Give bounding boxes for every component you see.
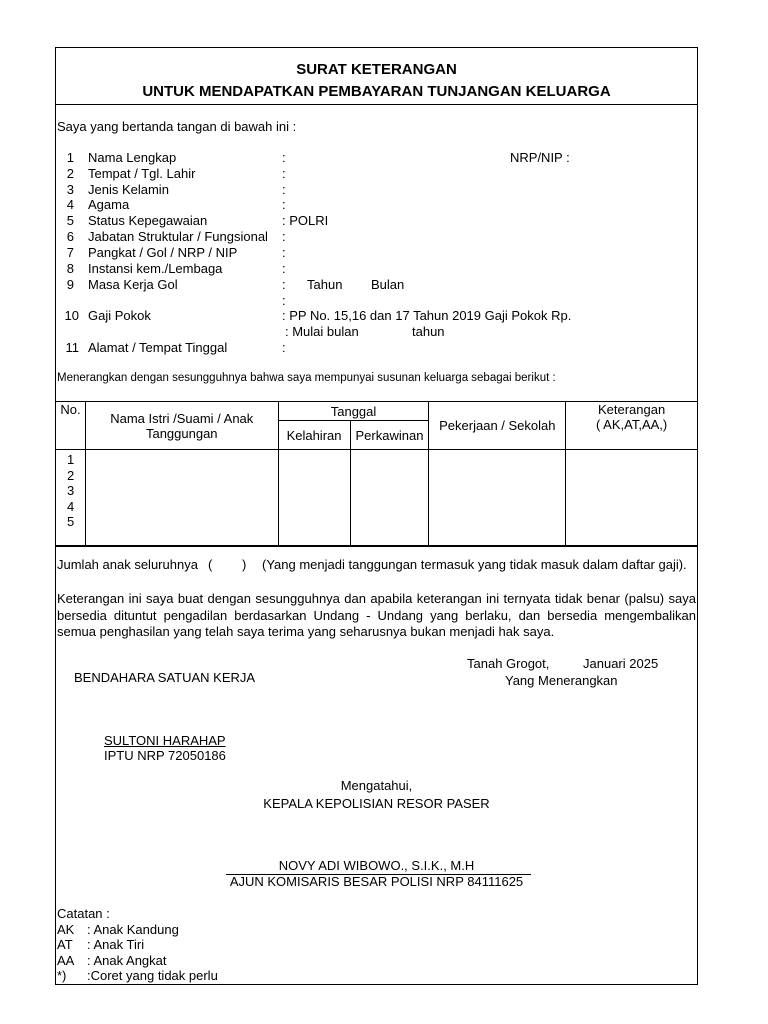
nrp-label: NRP/NIP : [510, 150, 570, 165]
table-row: 5 [67, 514, 75, 530]
field-value-status: : POLRI [282, 213, 329, 228]
catatan-desc: : Anak Angkat [87, 953, 167, 968]
table-bottom-divider [55, 546, 698, 547]
field-label-status: Status Kepegawaian [88, 213, 208, 228]
field-number: 4 [66, 197, 74, 212]
kapolres-title: KEPALA KEPOLISIAN RESOR PASER [263, 796, 490, 811]
table-row: 4 [67, 498, 75, 514]
field-number: 8 [66, 261, 74, 276]
field-label-alamat: Alamat / Tempat Tinggal [88, 340, 228, 355]
family-table [55, 401, 698, 546]
field-label-agama: Agama [88, 197, 130, 212]
catatan-code: AT [57, 937, 73, 952]
header-kelahiran: Kelahiran [278, 421, 350, 450]
catatan-desc: : Anak Tiri [87, 937, 145, 952]
field-number: 3 [66, 182, 74, 197]
place: Tanah Grogot, [467, 656, 550, 671]
field-value-alamat: : [282, 340, 286, 355]
masa-kerja-extra-colon: : [282, 293, 286, 308]
field-label-pangkat: Pangkat / Gol / NRP / NIP [88, 245, 238, 260]
cell-kelahiran [278, 450, 350, 546]
header-pekerjaan: Pekerjaan / Sekolah [429, 402, 566, 450]
field-value-nama: : [282, 150, 286, 165]
field-value-pangkat: : [282, 245, 286, 260]
field-number: 7 [66, 245, 74, 260]
jumlah-open-paren: ( [208, 557, 213, 572]
header-no: No. [56, 402, 86, 450]
header-keterangan-line1: Keterangan [597, 402, 666, 417]
masa-kerja-tahun: Tahun [307, 277, 343, 292]
field-value-masa-kerja: : [282, 277, 286, 292]
field-label-jabatan: Jabatan Struktular / Fungsional [88, 229, 268, 244]
catatan-title: Catatan : [57, 906, 110, 921]
field-number: 11 [65, 340, 79, 355]
table-row: 3 [67, 483, 75, 499]
catatan-code: *) [57, 968, 67, 983]
keterangan-paragraph: Keterangan ini saya buat dengan sesungguhnya dan apabila keterangan ini ternyata tidak benar (palsu) saya bersedia dituntut pengadilan berdasarkan Undang - Undang yang berlaku, dan bersedia mengembalikan semua penghasilan yang telah saya terima yang seharusnya bukan menjadi hak saya. [57, 591, 696, 639]
intro-text: Saya yang bertanda tangan di bawah ini : [57, 119, 297, 134]
kapolres-name: NOVY ADI WIBOWO., S.I.K., M.H [278, 858, 475, 873]
kapolres-rank: AJUN KOMISARIS BESAR POLISI NRP 84111625 [229, 874, 524, 889]
jumlah-anak-label: Jumlah anak seluruhnya [57, 557, 198, 572]
field-number: 9 [66, 277, 74, 292]
field-value-instansi: : [282, 261, 286, 276]
field-label-instansi: Instansi kem./Lembaga [88, 261, 223, 276]
catatan-desc: :Coret yang tidak perlu [87, 968, 218, 983]
field-number: 6 [66, 229, 74, 244]
field-value-jabatan: : [282, 229, 286, 244]
table-row: 1 [67, 452, 75, 467]
field-number: 2 [66, 166, 74, 181]
gaji-mulai-bulan: : Mulai bulan [285, 324, 359, 339]
field-number: 5 [66, 213, 74, 228]
header-keterangan [566, 402, 698, 450]
catatan-code: AK [57, 922, 75, 937]
field-label-nama: Nama Lengkap [88, 150, 177, 165]
yang-menerangkan: Yang Menerangkan [505, 673, 618, 688]
bendahara-rank: IPTU NRP 72050186 [104, 748, 226, 763]
field-value-jenis-kelamin: : [282, 182, 286, 197]
field-label-ttl: Tempat / Tgl. Lahir [88, 166, 196, 181]
masa-kerja-bulan: Bulan [371, 277, 405, 292]
cell-perkawinan [350, 450, 429, 546]
table-row: 2 [67, 467, 75, 483]
field-label-jenis-kelamin: Jenis Kelamin [88, 182, 169, 197]
catatan-code: AA [57, 953, 75, 968]
field-value-ttl: : [282, 166, 286, 181]
field-value-agama: : [282, 197, 286, 212]
gaji-tahun: tahun [412, 324, 445, 339]
bendahara-name: SULTONI HARAHAP [104, 733, 226, 748]
title-line-2: UNTUK MENDAPATKAN PEMBAYARAN TUNJANGAN KELUARGA [142, 83, 611, 100]
catatan-desc: : Anak Kandung [87, 922, 179, 937]
row-numbers [56, 450, 86, 546]
title-divider [55, 104, 698, 105]
header-perkawinan: Perkawinan [350, 421, 429, 450]
cell-nama [85, 450, 278, 546]
statement-text: Menerangkan dengan sesungguhnya bahwa saya mempunyai susunan keluarga sebagai berikut : [57, 372, 556, 384]
field-number: 1 [66, 150, 74, 165]
header-keterangan-line2: ( AK,AT,AA,) [595, 417, 668, 432]
field-label-gaji: Gaji Pokok [88, 308, 151, 323]
cell-keterangan [566, 450, 698, 546]
field-label-masa-kerja: Masa Kerja Gol [88, 277, 178, 292]
field-value-gaji: : PP No. 15,16 dan 17 Tahun 2019 Gaji Pokok Rp. [282, 308, 572, 323]
title-line-1: SURAT KETERANGAN [296, 61, 457, 78]
field-number: 10 [64, 308, 79, 323]
mengetahui-text: Mengatahui, [340, 778, 413, 793]
header-tanggal: Tanggal [278, 402, 429, 421]
header-nama: Nama Istri /Suami / Anak Tanggungan [85, 402, 278, 450]
cell-pekerjaan [429, 450, 566, 546]
jumlah-note: (Yang menjadi tanggungan termasuk yang tidak masuk dalam daftar gaji). [262, 557, 687, 572]
jumlah-close-paren: ) [242, 557, 247, 572]
bendahara-title: BENDAHARA SATUAN KERJA [74, 670, 256, 685]
date: Januari 2025 [583, 656, 659, 671]
